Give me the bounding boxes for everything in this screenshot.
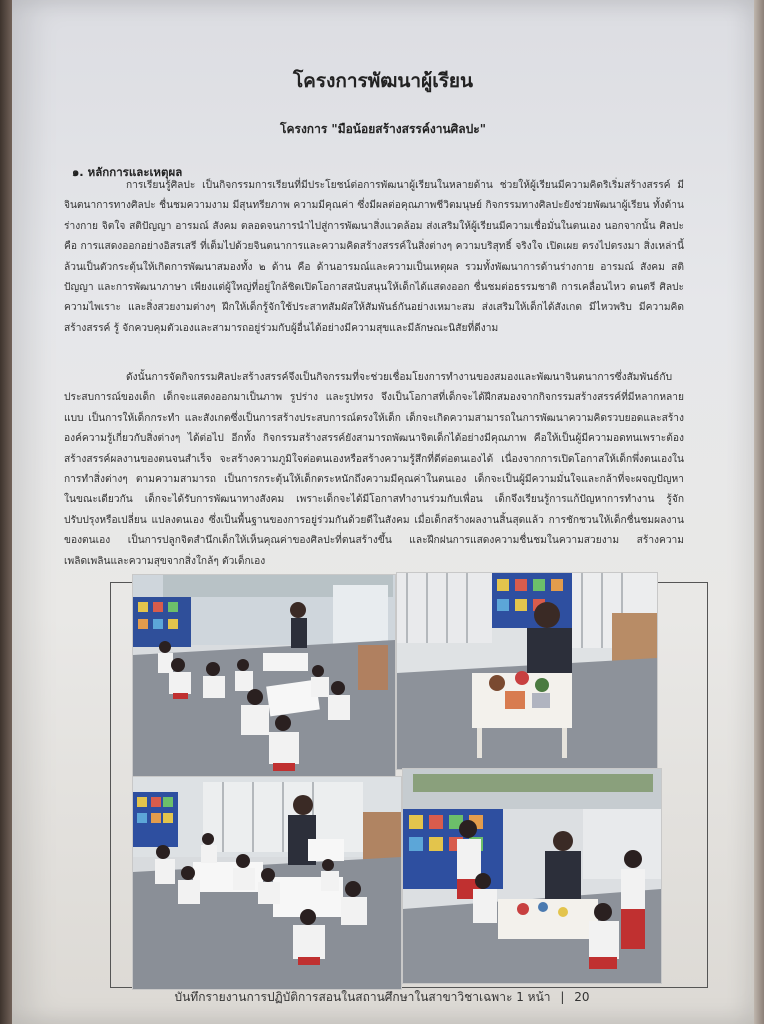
page-number: 20 [574,990,590,1004]
section-heading: ๑. หลักการและเหตุผล [72,165,183,179]
activity-photo-2 [396,572,658,770]
paragraph-2: ดังนั้นการจัดกิจกรรมศิลปะสร้างสรรค์จึงเป็นกิจกรรมที่จะช่วยเชื่อมโยงการทำงานของสมองและพัฒนาจินตนาการซึ่งสัมพันธ์กับประสบการณ์ของเด็ก เด็กจะแสดงออกมาเป็นภาพ รูปร่าง และรูปทรง จึงเป็นโอกาสที่เด็กจะได้ฝึกสมองจากกิจกรรมสร้างสรรค์ที่มีหลากหลายแบบ เป็นการให้เด็กกระทำ และสังเกตซึ่งเป็นการสร้างประสบการณ์ตรงให้เด็ก เด็กจะเกิดความสามารถในการพัฒนาความคิดรวบยอดและสร้างองค์ความรู้เกี่ยวกับสิ่งต่างๆ ได้ต่อไป อีกทั้ง กิจกรรมสร้างสรรค์ยังสามารถพัฒนาจิตเด็กได้อย่างมีคุณภาพ คือให้เป็นผู้มีความอดทนเพราะต้องสร้างสรรค์ผลงานของตนจนสำเร็จ จะสร้างความภูมิใจต่อตนเองหรือสร้างความรู้สึกที่ดีต่อตนเองได้ เนื่องจากการเปิดโอกาสให้เด็กพึ่งตนเองในการทำสิ่งต่างๆ ตามความสามารถ เป็นการกระตุ้นให้เด็กตระหนักถึงความมีคุณค่าในตนเอง เด็กจะเป็นผู้มีความมั่นใจและกล้าที่จะผจญปัญหา ในขณะเดียวกัน เด็กจะได้รับการพัฒนาทางสังคม เพราะเด็กจะได้มีโอกาสทำงานร่วมกับเพื่อน เด็กจึงเรียนรู้การแก้ปัญหาการทำงาน รู้จักปรับปรุงหรือเปลี่ยน แปลงตนเอง ซึ่งเป็นพื้นฐานของการอยู่ร่วมกันด้วยดีในสังคม เมื่อเด็กสร้างผลงานสิ้นสุดแล้ว การชักชวนให้เด็กชื่นชมผลงานของตนเอง เป็นการปลูกจิตสำนึกเด็กให้เห็นคุณค่าของศิลปะที่ตนสร้างขึ้น และฝึกฝนการแสดงความชื่นชมในความสวยงาม สร้างความเพลิดเพลินและความสุขจากสิ่งใกล้ๆ ตัวเด็กเอง [64,372,684,567]
project-name: โครงการ "มือน้อยสร้างสรรค์งานศิลปะ" [280,122,486,136]
paragraph-1: การเรียนรู้ศิลปะ เป็นกิจกรรมการเรียนที่มีประโยชน์ต่อการพัฒนาผู้เรียนในหลายด้าน ช่วยให้ผู้เรียนมีความคิดริเริ่มสร้างสรรค์ มีจินตนาการทางศิลปะ ชื่นชมความงาม มีสุนทรียภาพ ความมีคุณค่า ซึ่งมีผลต่อคุณภาพชีวิตมนุษย์ กิจกรรมทางศิลปะยังช่วยพัฒนาผู้เรียน ทั้งด้านร่างกาย จิตใจ สติปัญญา อารมณ์ สังคม ตลอดจนการนำไปสู่การพัฒนาสิ่งแวดล้อม ส่งเสริมให้ผู้เรียนมีความเชื่อมั่นในตนเอง นอกจากนั้น ศิลปะ คือ การแสดงออกอย่างอิสรเสรี ที่เต็มไปด้วยจินตนาการและความคิดสร้างสรรค์ในสิ่งต่างๆ ความบริสุทธิ์ จริงใจ เปิดเผย ตรงไปตรงมา สิ่งเหล่านี้ล้วนเป็นตัวกระตุ้นให้เกิดการพัฒนาสมองทั้ง ๒ ด้าน คือ ด้านอารมณ์และความเป็นเหตุผล รวมทั้งพัฒนาการด้านร่างกาย อารมณ์ สังคม สติปัญญา และการพัฒนาภาษา เพียงแต่ผู้ใหญ่ที่อยู่ใกล้ชิดเปิดโอกาสสนับสนุนให้เด็กได้แสดงออก ชื่นชมต่อธรรมชาติ การเคลื่อนไหว ดนตรี ศิลปะ ความไพเราะ และสิ่งสวยงามต่างๆ ฝึกให้เด็กรู้จักใช้ประสาทสัมผัสให้สัมพันธ์กันอย่างเหมาะสม ส่งเสริมให้เด็กได้สังเกต มีไหวพริบ มีความคิดสร้างสรรค์ รู้ จักควบคุมตัวเองและสามารถอยู่ร่วมกับผู้อื่นได้อย่างมีความสุขและมีลักษณะนิสัยที่ดีงาม [64,180,684,334]
footer-text: บันทึกรายงานการปฏิบัติการสอนในสถานศึกษาในสาขาวิชาเฉพาะ 1 [174,990,524,1004]
activity-photo-1 [132,574,396,780]
activity-photo-3 [132,776,402,990]
page-footer [0,988,764,1007]
background-right-edge [754,0,764,1024]
page-title: โครงการพัฒนาผู้เรียน [292,70,474,92]
activity-photo-4 [402,768,662,984]
footer-separator: | [560,990,565,1004]
footer-page-label: หน้า [527,990,551,1004]
